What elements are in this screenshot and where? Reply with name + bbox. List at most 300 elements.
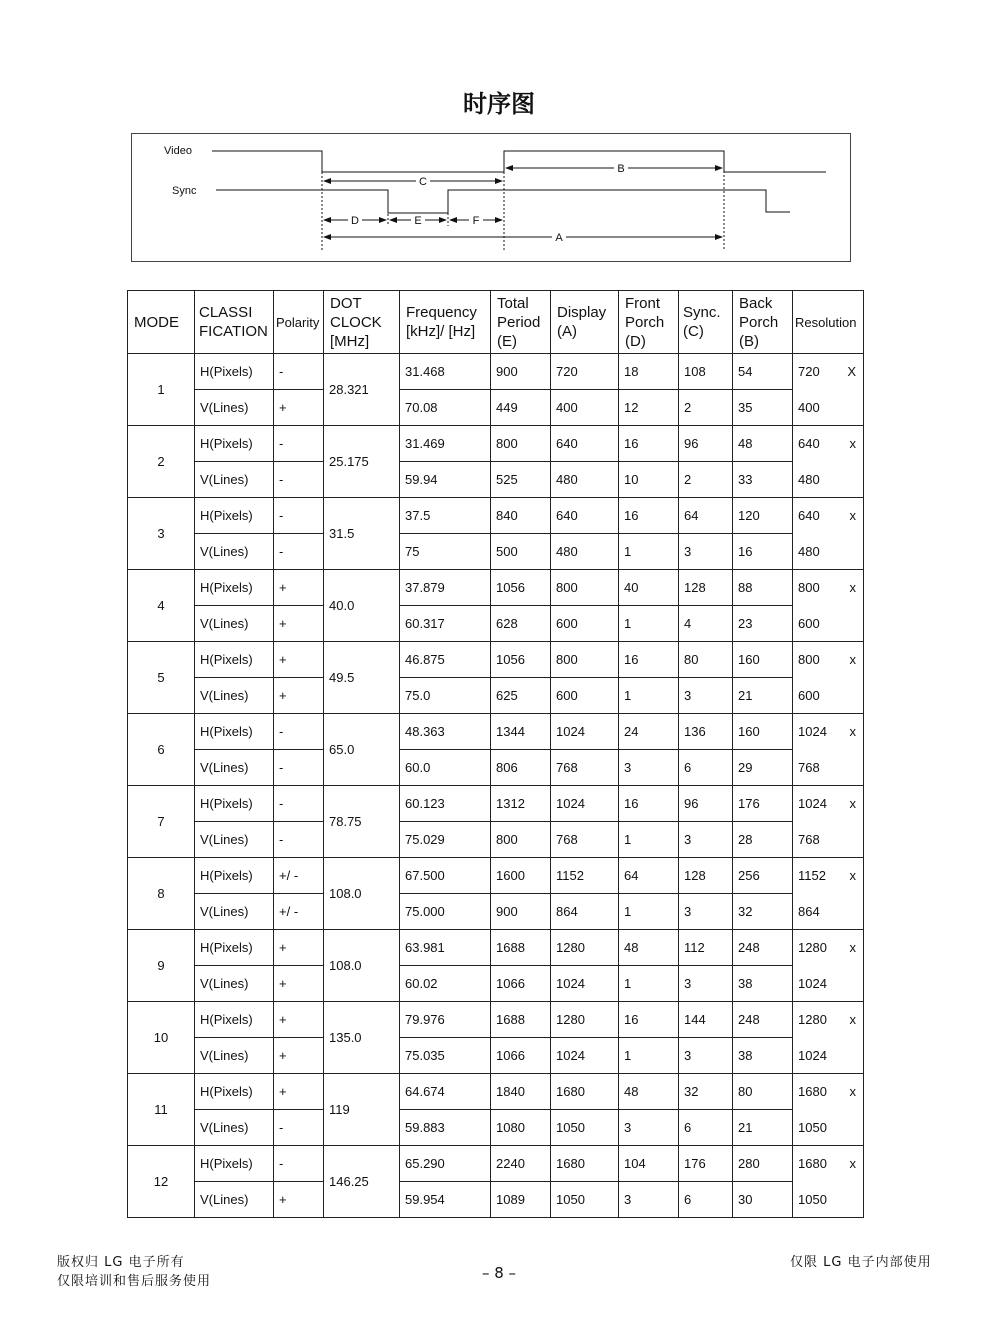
disp-value: 400	[551, 390, 619, 426]
total-value: 1688	[491, 930, 551, 966]
polarity: +	[274, 570, 324, 606]
disp-value: 1050	[551, 1182, 619, 1218]
total-value: 840	[491, 498, 551, 534]
resolution-height: 1024	[793, 1038, 864, 1074]
total-value: 625	[491, 678, 551, 714]
sync-value: 3	[679, 966, 733, 1002]
polarity: +	[274, 966, 324, 1002]
table-row	[128, 1110, 864, 1146]
sync-value: 112	[679, 930, 733, 966]
resolution-height: 600	[793, 678, 864, 714]
polarity: +	[274, 1038, 324, 1074]
sync-value: 128	[679, 570, 733, 606]
classification: V(Lines)	[195, 894, 274, 930]
back-value: 23	[733, 606, 793, 642]
front-value: 18	[619, 354, 679, 390]
timing-table	[127, 290, 864, 1218]
sync-value: 3	[679, 894, 733, 930]
header-display: Display (A)	[551, 291, 619, 354]
polarity: -	[274, 786, 324, 822]
mode-number: 1	[128, 354, 195, 426]
resolution-line	[798, 652, 858, 667]
table-row	[128, 894, 864, 930]
back-value: 48	[733, 426, 793, 462]
back-value: 35	[733, 390, 793, 426]
freq-value: 75.0	[400, 678, 491, 714]
front-value: 1	[619, 678, 679, 714]
dot-clock: 119	[324, 1074, 400, 1146]
dot-clock: 78.75	[324, 786, 400, 858]
classification: H(Pixels)	[195, 570, 274, 606]
table-row	[128, 426, 864, 462]
mode-number: 6	[128, 714, 195, 786]
polarity: -	[274, 1146, 324, 1182]
sync-value: 144	[679, 1002, 733, 1038]
polarity: -	[274, 822, 324, 858]
resolution-line	[798, 1012, 858, 1027]
mode-number: 10	[128, 1002, 195, 1074]
dot-clock: 135.0	[324, 1002, 400, 1074]
freq-value: 70.08	[400, 390, 491, 426]
sync-value: 4	[679, 606, 733, 642]
disp-value: 1050	[551, 1110, 619, 1146]
sync-value: 6	[679, 1182, 733, 1218]
front-value: 16	[619, 426, 679, 462]
classification: H(Pixels)	[195, 714, 274, 750]
classification: V(Lines)	[195, 1038, 274, 1074]
label-b: B	[617, 163, 625, 175]
resolution-width: 1680	[798, 1084, 827, 1100]
table-row	[128, 534, 864, 570]
freq-value: 59.883	[400, 1110, 491, 1146]
freq-value: 31.469	[400, 426, 491, 462]
polarity: -	[274, 462, 324, 498]
disp-value: 1280	[551, 1002, 619, 1038]
total-value: 1056	[491, 642, 551, 678]
mode-number: 3	[128, 498, 195, 570]
resolution-line	[798, 868, 858, 883]
classification: V(Lines)	[195, 822, 274, 858]
label-d: D	[351, 215, 359, 227]
resolution-height: 480	[793, 534, 864, 570]
freq-value: 60.02	[400, 966, 491, 1002]
resolution-height: 1050	[793, 1182, 864, 1218]
freq-value: 79.976	[400, 1002, 491, 1038]
resolution-separator: x	[849, 1084, 856, 1100]
back-value: 88	[733, 570, 793, 606]
polarity: -	[274, 1110, 324, 1146]
sync-value: 136	[679, 714, 733, 750]
total-value: 900	[491, 894, 551, 930]
table-row	[128, 1146, 864, 1182]
table-row	[128, 1074, 864, 1110]
back-value: 30	[733, 1182, 793, 1218]
resolution-line	[798, 1084, 858, 1099]
front-value: 1	[619, 822, 679, 858]
resolution-separator: x	[849, 796, 856, 812]
total-value: 900	[491, 354, 551, 390]
table-row	[128, 1002, 864, 1038]
table-row	[128, 390, 864, 426]
resolution-line	[798, 940, 858, 955]
sync-value: 128	[679, 858, 733, 894]
freq-value: 48.363	[400, 714, 491, 750]
disp-value: 600	[551, 678, 619, 714]
back-value: 248	[733, 1002, 793, 1038]
front-value: 1	[619, 894, 679, 930]
table-row	[128, 966, 864, 1002]
dot-clock: 25.175	[324, 426, 400, 498]
table-row	[128, 462, 864, 498]
polarity: +	[274, 390, 324, 426]
resolution-separator: x	[849, 1012, 856, 1028]
page-number: – 8 –	[481, 1264, 517, 1282]
freq-value: 75.035	[400, 1038, 491, 1074]
mode-number: 7	[128, 786, 195, 858]
classification: H(Pixels)	[195, 1074, 274, 1110]
freq-value: 46.875	[400, 642, 491, 678]
disp-value: 1024	[551, 714, 619, 750]
back-value: 21	[733, 678, 793, 714]
polarity: +	[274, 678, 324, 714]
polarity: -	[274, 534, 324, 570]
front-value: 16	[619, 642, 679, 678]
table-row	[128, 498, 864, 534]
page-title: 时序图	[463, 90, 535, 118]
resolution-width: 1680	[798, 1156, 827, 1172]
back-value: 38	[733, 1038, 793, 1074]
label-a: A	[555, 232, 563, 244]
resolution-line	[798, 1156, 858, 1171]
disp-value: 1680	[551, 1146, 619, 1182]
classification: H(Pixels)	[195, 786, 274, 822]
disp-value: 600	[551, 606, 619, 642]
classification: V(Lines)	[195, 750, 274, 786]
mode-number: 4	[128, 570, 195, 642]
polarity: +	[274, 606, 324, 642]
usage-line: 仅限培训和售后服务使用	[57, 1274, 212, 1289]
back-value: 248	[733, 930, 793, 966]
disp-value: 768	[551, 822, 619, 858]
front-value: 12	[619, 390, 679, 426]
front-value: 1	[619, 606, 679, 642]
classification: V(Lines)	[195, 534, 274, 570]
resolution-line	[798, 508, 858, 523]
resolution-height: 768	[793, 822, 864, 858]
back-value: 38	[733, 966, 793, 1002]
resolution-h	[793, 498, 864, 534]
sync-value: 6	[679, 750, 733, 786]
resolution-h	[793, 786, 864, 822]
front-value: 1	[619, 1038, 679, 1074]
total-value: 1312	[491, 786, 551, 822]
front-value: 48	[619, 930, 679, 966]
disp-value: 768	[551, 750, 619, 786]
sync-value: 96	[679, 426, 733, 462]
table-row	[128, 606, 864, 642]
freq-value: 37.5	[400, 498, 491, 534]
resolution-line	[798, 796, 858, 811]
back-value: 29	[733, 750, 793, 786]
disp-value: 800	[551, 570, 619, 606]
polarity: +	[274, 930, 324, 966]
front-value: 1	[619, 966, 679, 1002]
table-row	[128, 642, 864, 678]
resolution-height: 1024	[793, 966, 864, 1002]
classification: H(Pixels)	[195, 1002, 274, 1038]
classification: V(Lines)	[195, 606, 274, 642]
back-value: 80	[733, 1074, 793, 1110]
total-value: 2240	[491, 1146, 551, 1182]
resolution-h	[793, 930, 864, 966]
sync-waveform	[216, 190, 790, 213]
disp-value: 864	[551, 894, 619, 930]
label-f: F	[472, 215, 480, 227]
disp-value: 640	[551, 498, 619, 534]
header-polarity: Polarity	[274, 291, 324, 354]
front-value: 3	[619, 750, 679, 786]
header-classification: CLASSI FICATION	[195, 291, 274, 354]
video-waveform	[212, 151, 826, 172]
mode-number: 11	[128, 1074, 195, 1146]
copyright-line: 版权归 LG 电子所有	[57, 1255, 185, 1270]
resolution-line	[798, 364, 858, 379]
resolution-separator: x	[849, 580, 856, 596]
table-row	[128, 822, 864, 858]
front-value: 16	[619, 1002, 679, 1038]
back-value: 120	[733, 498, 793, 534]
resolution-width: 640	[798, 508, 820, 524]
resolution-h	[793, 570, 864, 606]
disp-value: 480	[551, 534, 619, 570]
header-resolution: Resolution	[793, 291, 864, 354]
sync-label: Sync	[172, 185, 197, 197]
front-value: 40	[619, 570, 679, 606]
total-value: 806	[491, 750, 551, 786]
freq-value: 75.000	[400, 894, 491, 930]
freq-value: 63.981	[400, 930, 491, 966]
resolution-separator: x	[849, 508, 856, 524]
freq-value: 60.0	[400, 750, 491, 786]
total-value: 1066	[491, 966, 551, 1002]
polarity: +	[274, 642, 324, 678]
freq-value: 67.500	[400, 858, 491, 894]
resolution-separator: x	[849, 652, 856, 668]
polarity: +	[274, 1002, 324, 1038]
resolution-width: 800	[798, 580, 820, 596]
classification: V(Lines)	[195, 390, 274, 426]
dot-clock: 49.5	[324, 642, 400, 714]
sync-value: 96	[679, 786, 733, 822]
header-total-period: Total Period (E)	[491, 291, 551, 354]
sync-value: 32	[679, 1074, 733, 1110]
classification: V(Lines)	[195, 966, 274, 1002]
label-e: E	[414, 215, 422, 227]
polarity: -	[274, 426, 324, 462]
resolution-height: 768	[793, 750, 864, 786]
sync-value: 3	[679, 678, 733, 714]
freq-value: 60.317	[400, 606, 491, 642]
polarity: -	[274, 750, 324, 786]
polarity: +/ -	[274, 858, 324, 894]
polarity: +	[274, 1182, 324, 1218]
back-value: 16	[733, 534, 793, 570]
front-value: 3	[619, 1182, 679, 1218]
back-value: 32	[733, 894, 793, 930]
sync-value: 176	[679, 1146, 733, 1182]
resolution-width: 1280	[798, 940, 827, 956]
front-value: 48	[619, 1074, 679, 1110]
table-row	[128, 858, 864, 894]
total-value: 1080	[491, 1110, 551, 1146]
sync-value: 64	[679, 498, 733, 534]
sync-value: 2	[679, 462, 733, 498]
total-value: 500	[491, 534, 551, 570]
disp-value: 800	[551, 642, 619, 678]
sync-value: 3	[679, 534, 733, 570]
total-value: 1600	[491, 858, 551, 894]
classification: H(Pixels)	[195, 426, 274, 462]
resolution-width: 640	[798, 436, 820, 452]
total-value: 1056	[491, 570, 551, 606]
resolution-width: 1280	[798, 1012, 827, 1028]
mode-number: 5	[128, 642, 195, 714]
mode-number: 2	[128, 426, 195, 498]
classification: V(Lines)	[195, 678, 274, 714]
sync-value: 3	[679, 1038, 733, 1074]
classification: H(Pixels)	[195, 930, 274, 966]
total-value: 1089	[491, 1182, 551, 1218]
resolution-h	[793, 714, 864, 750]
disp-value: 720	[551, 354, 619, 390]
freq-value: 31.468	[400, 354, 491, 390]
resolution-separator: x	[849, 436, 856, 452]
back-value: 280	[733, 1146, 793, 1182]
resolution-separator: x	[849, 1156, 856, 1172]
disp-value: 1024	[551, 786, 619, 822]
polarity: -	[274, 498, 324, 534]
resolution-height: 400	[793, 390, 864, 426]
front-value: 104	[619, 1146, 679, 1182]
label-c: C	[419, 176, 427, 188]
resolution-h	[793, 1074, 864, 1110]
classification: V(Lines)	[195, 1110, 274, 1146]
sync-value: 2	[679, 390, 733, 426]
table-row	[128, 786, 864, 822]
resolution-separator: X	[847, 364, 856, 380]
resolution-h	[793, 642, 864, 678]
polarity: -	[274, 714, 324, 750]
classification: H(Pixels)	[195, 1146, 274, 1182]
header-back-porch: Back Porch (B)	[733, 291, 793, 354]
resolution-h	[793, 1002, 864, 1038]
freq-value: 75	[400, 534, 491, 570]
dot-clock: 146.25	[324, 1146, 400, 1218]
back-value: 160	[733, 642, 793, 678]
resolution-width: 1024	[798, 724, 827, 740]
resolution-h	[793, 1146, 864, 1182]
table-row	[128, 750, 864, 786]
sync-value: 3	[679, 822, 733, 858]
header-frequency: Frequency [kHz]/ [Hz]	[400, 291, 491, 354]
resolution-width: 800	[798, 652, 820, 668]
total-value: 628	[491, 606, 551, 642]
front-value: 1	[619, 534, 679, 570]
resolution-h	[793, 858, 864, 894]
back-value: 21	[733, 1110, 793, 1146]
freq-value: 37.879	[400, 570, 491, 606]
resolution-width: 720	[798, 364, 820, 380]
disp-value: 1280	[551, 930, 619, 966]
dot-clock: 28.321	[324, 354, 400, 426]
resolution-h	[793, 426, 864, 462]
table-row	[128, 1038, 864, 1074]
resolution-height: 480	[793, 462, 864, 498]
front-value: 16	[619, 786, 679, 822]
table-row	[128, 930, 864, 966]
table-row	[128, 714, 864, 750]
front-value: 16	[619, 498, 679, 534]
header-dot-clock: DOT CLOCK [MHz]	[324, 291, 400, 354]
header-row	[128, 291, 864, 354]
polarity: -	[274, 354, 324, 390]
polarity: +	[274, 1074, 324, 1110]
resolution-width: 1024	[798, 796, 827, 812]
freq-value: 65.290	[400, 1146, 491, 1182]
sync-value: 80	[679, 642, 733, 678]
resolution-separator: x	[849, 724, 856, 740]
back-value: 54	[733, 354, 793, 390]
freq-value: 64.674	[400, 1074, 491, 1110]
freq-value: 59.954	[400, 1182, 491, 1218]
back-value: 33	[733, 462, 793, 498]
resolution-width: 1152	[798, 868, 826, 884]
dot-clock: 108.0	[324, 858, 400, 930]
resolution-height: 600	[793, 606, 864, 642]
table-row	[128, 354, 864, 390]
total-value: 1688	[491, 1002, 551, 1038]
freq-value: 59.94	[400, 462, 491, 498]
back-value: 28	[733, 822, 793, 858]
total-value: 525	[491, 462, 551, 498]
resolution-separator: x	[849, 940, 856, 956]
disp-value: 1152	[551, 858, 619, 894]
timing-diagram	[131, 133, 851, 262]
resolution-height: 1050	[793, 1110, 864, 1146]
classification: H(Pixels)	[195, 642, 274, 678]
front-value: 3	[619, 1110, 679, 1146]
resolution-height: 864	[793, 894, 864, 930]
header-sync: Sync. (C)	[679, 291, 733, 354]
total-value: 1840	[491, 1074, 551, 1110]
classification: H(Pixels)	[195, 858, 274, 894]
back-value: 160	[733, 714, 793, 750]
table-row	[128, 570, 864, 606]
dot-clock: 40.0	[324, 570, 400, 642]
classification: H(Pixels)	[195, 354, 274, 390]
disp-value: 1680	[551, 1074, 619, 1110]
total-value: 800	[491, 822, 551, 858]
polarity: +/ -	[274, 894, 324, 930]
resolution-separator: x	[849, 868, 856, 884]
total-value: 1066	[491, 1038, 551, 1074]
mode-number: 9	[128, 930, 195, 1002]
table-row	[128, 678, 864, 714]
header-mode: MODE	[128, 291, 195, 354]
sync-value: 108	[679, 354, 733, 390]
classification: V(Lines)	[195, 462, 274, 498]
total-value: 449	[491, 390, 551, 426]
